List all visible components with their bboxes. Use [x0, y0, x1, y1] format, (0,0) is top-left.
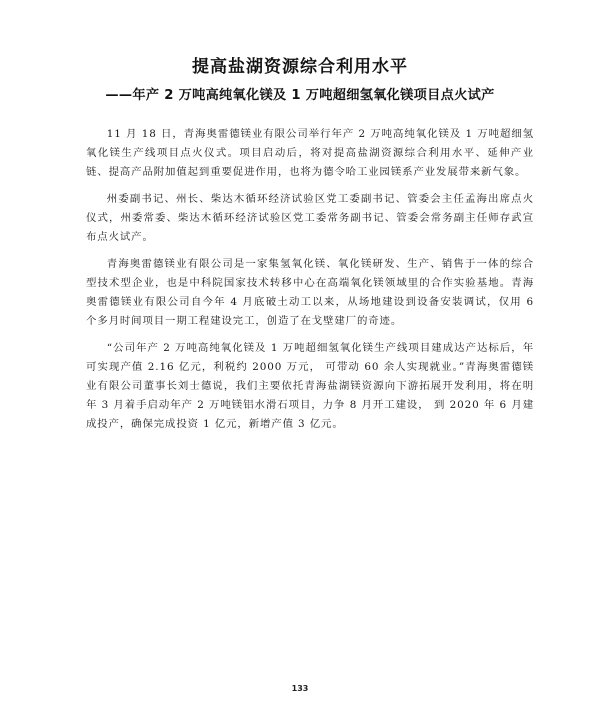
- article-body: [86, 125, 534, 442]
- paragraph-3: 青海奥雷德镁业有限公司是一家集氢氧化镁、氧化镁研发、生产、销售于一体的综合型技术型企业，也是中科院国家技术转移中心在高端氧化镁领域里的合作实验基地。青海奥雷德镁业有限公司自今年 4 月底破土动工以来，从场地建设到设备安装调试，仅用 6 个多月时间项目一期工程建设完工，创造了在戈壁建厂的奇迹。: [86, 258, 534, 327]
- article-title: 提高盐湖资源综合利用水平: [192, 57, 408, 77]
- article-subtitle: ——年产 2 万吨高纯氧化镁及 1 万吨超细氢氧化镁项目点火试产: [105, 88, 495, 103]
- paragraph-1: 11 月 18 日，青海奥雷德镁业有限公司举行年产 2 万吨高纯氧化镁及 1 万吨超细氢氧化镁生产线项目点火仪式。项目启动后，将对提高盐湖资源综合利用水平、延伸产业链、提高产品附加值起到重要促进作用，也将为德令哈工业园镁系产业发展带来新气象。: [86, 128, 534, 178]
- paragraph-2: 州委副书记、州长、柴达木循环经济试验区党工委副书记、管委会主任孟海出席点火仪式，州委常委、柴达木循环经济试验区党工委常务副书记、管委会常务副主任师存武宣布点火试产。: [86, 193, 534, 243]
- paragraph-4: “公司年产 2 万吨高纯氧化镁及 1 万吨超细氢氧化镁生产线项目建成达产达标后，年可实现产值 2.16 亿元，利税约 2000 万元， 可带动 60 余人实现就业。”青海奥雷德镁业有限公司董事长刘士德说，我们主要依托青海盐湖镁资源向下游拓展开发利用，将在明年 3 月着手启动年产 2 万吨镁铝水滑石项目，力争 8 月开工建设， 到 2020 年 6 月建成投产，确保完成投资 1 亿元，新增产值 3 亿元。: [86, 342, 534, 430]
- page-number: 133: [291, 684, 309, 693]
